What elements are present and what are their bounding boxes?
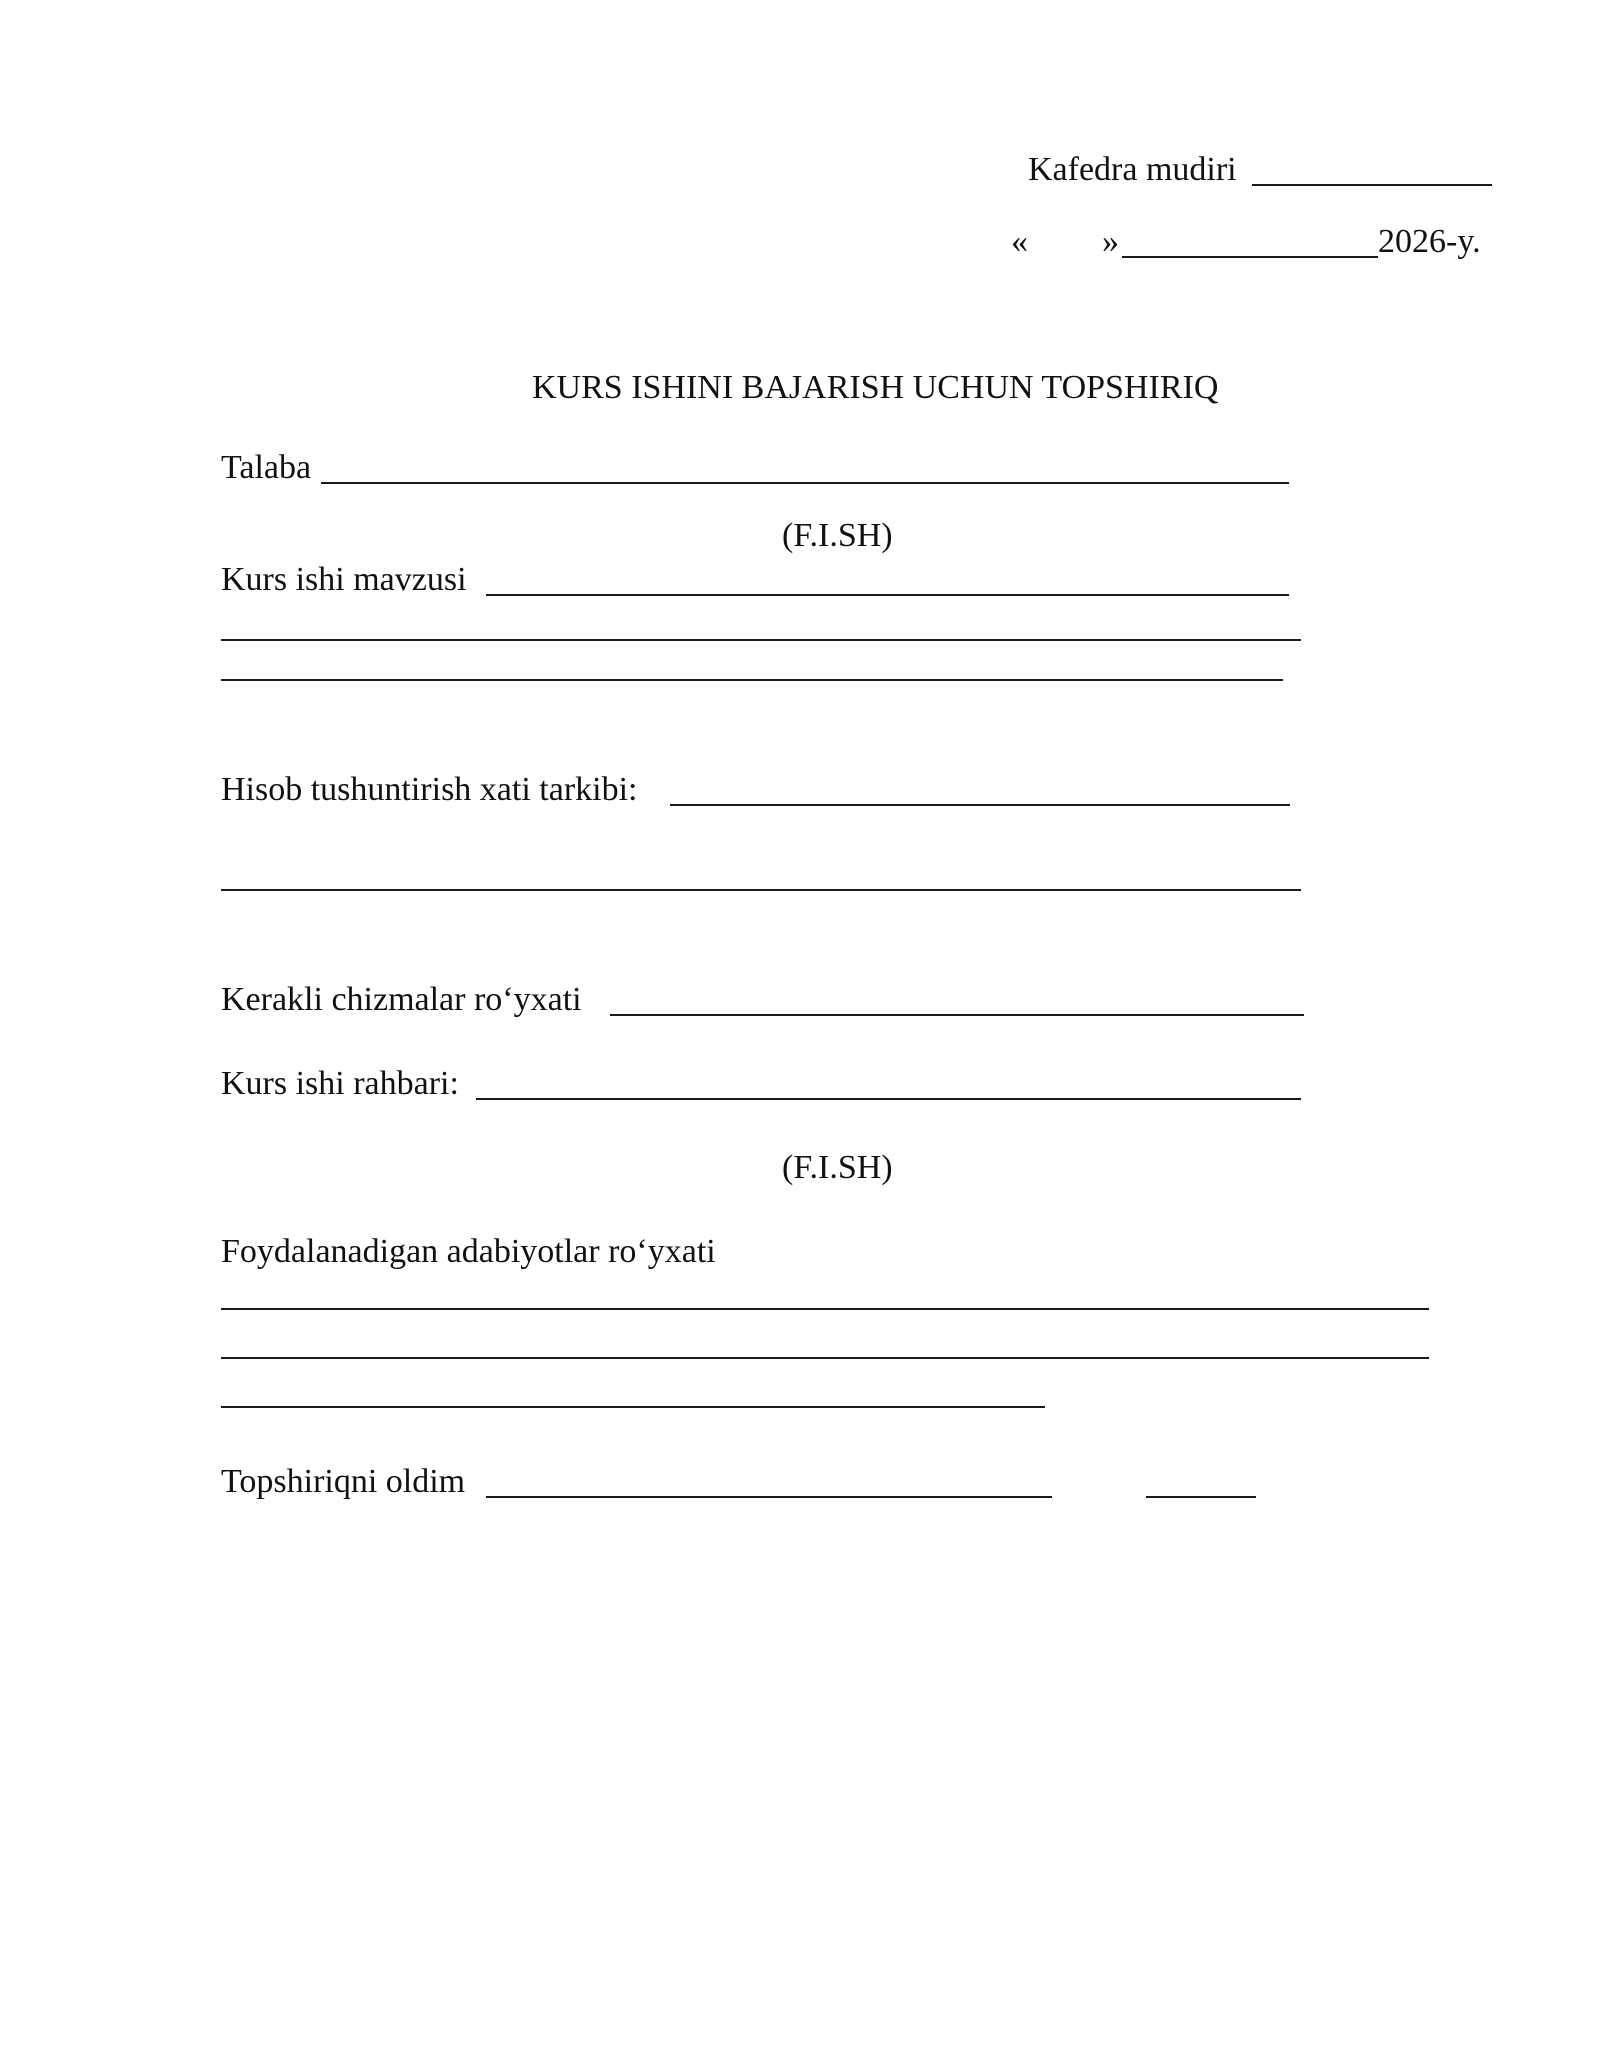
report-contents-line-1[interactable] xyxy=(670,804,1290,806)
received-date-line[interactable] xyxy=(1146,1496,1256,1498)
supervisor-name-line[interactable] xyxy=(476,1098,1301,1100)
student-fish-caption: (F.I.SH) xyxy=(782,517,893,554)
literature-line-3[interactable] xyxy=(221,1406,1045,1408)
topic-line-3[interactable] xyxy=(221,679,1283,681)
date-open-quote: « xyxy=(1011,223,1028,260)
student-name-line[interactable] xyxy=(321,482,1289,484)
date-year: 2026-y. xyxy=(1378,223,1481,260)
supervisor-fish-caption: (F.I.SH) xyxy=(782,1149,893,1186)
department-head-signature-line[interactable] xyxy=(1252,184,1492,186)
supervisor-label: Kurs ishi rahbari: xyxy=(221,1065,459,1102)
student-label: Talaba xyxy=(221,449,312,486)
literature-line-2[interactable] xyxy=(221,1357,1429,1359)
report-contents-label: Hisob tushuntirish xati tarkibi: xyxy=(221,771,638,808)
literature-line-1[interactable] xyxy=(221,1308,1429,1310)
topic-label: Kurs ishi mavzusi xyxy=(221,561,467,598)
date-close-quote: » xyxy=(1102,223,1119,260)
topic-line-1[interactable] xyxy=(486,594,1289,596)
document-title: KURS ISHINI BAJARISH UCHUN TOPSHIRIQ xyxy=(532,369,1219,406)
drawings-line[interactable] xyxy=(610,1014,1304,1016)
department-head-label: Kafedra mudiri xyxy=(1028,151,1237,188)
date-month-line[interactable] xyxy=(1122,256,1378,258)
literature-label: Foydalanadigan adabiyotlar ro‘yxati xyxy=(221,1233,716,1270)
topic-line-2[interactable] xyxy=(221,639,1301,641)
received-signature-line[interactable] xyxy=(486,1496,1052,1498)
drawings-label: Kerakli chizmalar ro‘yxati xyxy=(221,981,582,1018)
received-label: Topshiriqni oldim xyxy=(221,1463,466,1500)
report-contents-line-2[interactable] xyxy=(221,889,1301,891)
